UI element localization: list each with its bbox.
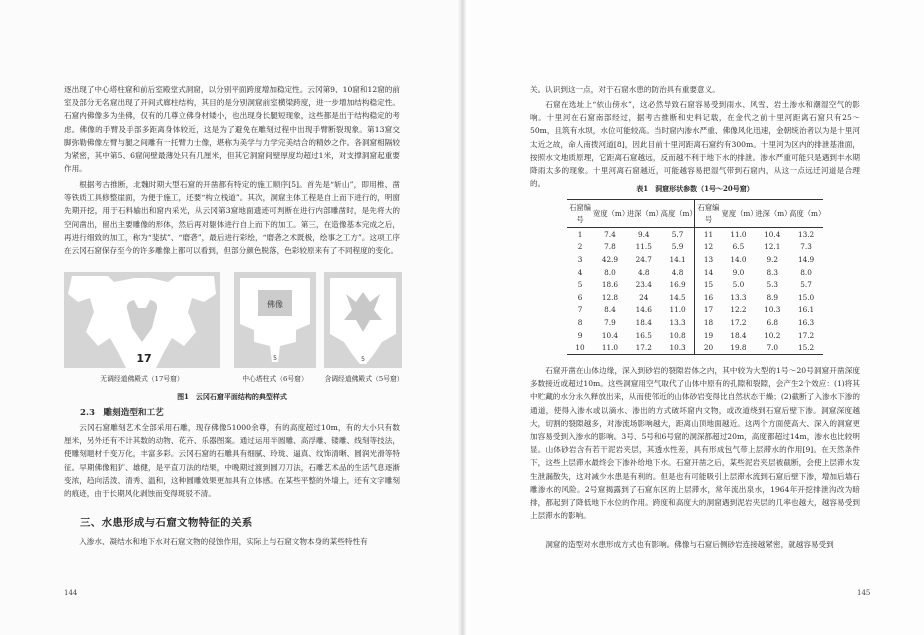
table-cell: 15.0 <box>797 292 815 302</box>
table-header-cell: 高度（m） <box>789 208 826 218</box>
table-cell: 12.2 <box>730 305 747 315</box>
figure-number-5a: 5 <box>273 355 277 362</box>
table-cell: 20 <box>695 341 722 354</box>
table-header-cell: 进深（m） <box>755 208 792 218</box>
table-row <box>567 266 823 279</box>
page-number-left: 144 <box>64 589 78 597</box>
table-cell: 16.5 <box>635 330 652 340</box>
table-cell: 24.7 <box>635 254 652 264</box>
table-row <box>567 316 823 329</box>
plan-cave-17-drawing <box>64 272 220 368</box>
table-cell: 42.9 <box>601 254 619 264</box>
body-paragraph: 石窟在选址上“依山傍水”，这必然导致石窟容易受到雨水、风雪、岩土渗水和潮湿空气的影响。十里河在石窟南部经过，据考古推断和史料记载，在金代之前十里河距离石窟只有25～50m，且筑有水坝，水位可能较高。当时窟内渗水严重、佛像风化迅速，金朝统治者以为是十里河太近之故，命人南拨河道[8]，因此目前十里河距离石窟约有300m。十里河为区内的排泄基准面，按照水文地质原理，它距离石窟越远，反而越不利于地下水的排泄。渗水严重可能只是遇到丰水期降雨太多的现象。十里河离石窟越近，可能越容易把湿气带到石窟内，从这一点远迁河道是合理的。 <box>530 100 860 189</box>
table-cell: 18.4 <box>730 330 747 340</box>
table-cell: 4.8 <box>671 267 684 277</box>
plan-cave-5-drawing <box>324 272 402 368</box>
table-row <box>567 228 823 241</box>
table-cell: 5 <box>577 280 583 290</box>
table-cell: 9.4 <box>637 229 650 239</box>
table-cell: 9 <box>577 330 583 340</box>
table-cell: 14.0 <box>730 254 747 264</box>
table-row <box>567 253 823 266</box>
table-cell: 11 <box>695 228 722 241</box>
table-cell: 8.4 <box>604 305 616 315</box>
table-cell: 13.3 <box>730 292 747 302</box>
table-cell: 7.4 <box>604 229 616 239</box>
plan-cave-6 <box>234 272 316 368</box>
table-caption: 表1 洞窟形状参数（1号～20号窟） <box>636 184 754 193</box>
table-cell: 12 <box>695 241 722 254</box>
table-body <box>567 228 823 355</box>
table-cell: 5.7 <box>800 280 812 290</box>
table-cell: 8.0 <box>604 267 616 277</box>
table-cell: 11.5 <box>635 242 652 252</box>
table-cell: 14.1 <box>669 254 686 264</box>
table-cell: 6.5 <box>732 242 745 252</box>
body-paragraph: 洞窟的造型对水患形成方式也有影响。佛像与石窟后侧砂岩连接越紧密，就越容易受到 <box>545 540 834 549</box>
table-cell: 9.2 <box>766 254 779 264</box>
cave-dimension-table <box>567 199 826 355</box>
table-row <box>567 329 823 342</box>
table-cell: 17.2 <box>635 343 652 353</box>
figure-caption-17: 无调经道佛殿式（17号窟） <box>100 375 184 383</box>
table-cell: 10.3 <box>669 343 686 353</box>
table-cell: 7.0 <box>766 343 779 353</box>
table-cell: 24 <box>639 292 649 302</box>
book-gutter <box>458 0 466 635</box>
table-cell: 5.3 <box>766 280 779 290</box>
table-cell: 10.4 <box>764 229 781 239</box>
table-cell: 14.9 <box>797 254 815 264</box>
plan-cave-6-drawing <box>234 272 316 368</box>
table-header-cell: 进深（m） <box>626 208 663 218</box>
table-cell: 16.1 <box>797 305 815 315</box>
table-cell: 13.3 <box>669 317 686 327</box>
table-cell: 14 <box>695 266 722 279</box>
plan-cave-5 <box>324 272 402 368</box>
section-heading-3: 三、水患形成与石窟文物特征的关系 <box>80 517 253 529</box>
table-cell: 16.3 <box>797 317 815 327</box>
table-cell: 3 <box>577 254 583 264</box>
body-paragraph: 云冈石窟雕刻艺术全部采用石雕，现存佛像51000余尊，有的高度超过10m，有的大小只有数厘米，另外还有不计其数的动物、花卉、乐器图案。通过运用半圆雕、高浮雕、镂雕、线刻等技法，使雕刻题材千变万化，丰富多彩。云冈石窟的石雕具有细腻、玲珑、逼真、纹饰清晰、圆润光滑等特征。早期佛像粗犷、雄健，是平直刀法的结果，中晚期过渡到圆刀刀法，石雕艺术品的生活气息逐渐变浓，趋向活泼、清秀、温和，这种圆雕效果更加具有立体感。在某些平整的外墙上，还有文字雕刻的痕迹，由于长期风化剥蚀而变得斑驳不清。 <box>64 423 400 499</box>
table-cell: 7.3 <box>800 242 812 252</box>
table-header-cell: 高度（m） <box>660 208 697 218</box>
table-cell: 9.0 <box>732 267 745 277</box>
table-cell: 10.2 <box>764 330 781 340</box>
table-cell: 10 <box>575 343 585 353</box>
table-cell: 5.7 <box>671 229 684 239</box>
figure-title: 图1 云冈石窟平面结构的典型样式 <box>177 392 287 401</box>
table-cell: 23.4 <box>635 280 652 290</box>
table-cell: 2 <box>577 242 583 252</box>
table-cell: 8.0 <box>800 267 812 277</box>
table-cell: 4.8 <box>637 267 650 277</box>
figure-number-17: 17 <box>136 352 152 365</box>
page-number-right: 145 <box>857 589 871 597</box>
table-cell: 11.0 <box>601 343 619 353</box>
table-cell: 11.0 <box>730 229 747 239</box>
table-cell: 1 <box>577 229 583 239</box>
table-cell: 16 <box>695 291 722 304</box>
section-heading-2-3: 2.3 雕刻造型和工艺 <box>80 408 164 418</box>
table-row <box>567 241 823 254</box>
plan-cave-17 <box>64 272 220 368</box>
table-row <box>567 291 823 304</box>
body-paragraph: 逐出现了中心塔柱窟和前后室殿堂式洞窟，以分别平面跨度增加稳定性。云冈第9、10窟和12窟的前室及部分无名窟出现了开间式廊柱结构，其目的是分别洞窟前室横梁跨度，进一步增加结构稳定性。石窟内佛像多为坐佛，仅有的几尊立佛身材矮小，也出现身长腿短现象，这些都是出于结构稳定的考虑。佛像的手臂及手部多距离身体较近，这是为了避免在雕刻过程中出现手臂断裂现象。第13窟交脚弥勒佛像左臂与腿之间雕有一托臂力士像，堪称为美学与力学完美结合的精妙之作。各洞窟相隔较为紧密，其中第5、6窟间壁最薄处只有几厘米，但其它洞窟间壁厚度均超过1米，对支撑洞窟起重要作用。 <box>64 85 400 174</box>
table-cell: 6.8 <box>766 317 779 327</box>
table-row <box>567 304 823 317</box>
table-cell: 15 <box>695 278 722 291</box>
table-header-cell: 石窟编号 <box>695 200 722 228</box>
table-cell: 11.0 <box>669 305 686 315</box>
body-paragraph: 关。认识到这一点，对于石窟水患的防治具有重要意义。 <box>530 85 720 94</box>
table-cell: 14.5 <box>669 292 686 302</box>
table-cell: 7.8 <box>604 242 616 252</box>
table-cell: 18.4 <box>635 317 652 327</box>
table-cell: 18 <box>695 316 722 329</box>
table-cell: 10.4 <box>601 330 619 340</box>
table-cell: 8.9 <box>766 292 779 302</box>
table-cell: 15.2 <box>797 343 815 353</box>
figure-caption-6: 中心塔柱式（6号窟） <box>242 375 308 383</box>
table-cell: 14.6 <box>635 305 652 315</box>
table-cell: 17.2 <box>797 330 815 340</box>
body-paragraph: 入渗水、凝结水和地下水对石窟文物的侵蚀作用，实际上与石窟文物本身的某些特性有 <box>79 537 368 546</box>
table-cell: 17 <box>695 304 722 317</box>
body-paragraph: 根据考古推断，北魏时期大型石窟的开凿都有特定的施工顺序[5]。首先是“斩山”，即用椎、凿等铁质工具修整崖面，为便于施工，还要“构立栈道”。其次，洞窟主体工程是自上而下进行的，明窗先期开挖，用于石料输出和窟内采光，从云冈第3窟地面遗迹可判断在进行内部雕凿时，是先将大的空间凿出，留出主要雕像的形体，然后再对躯体进行自上而下的加工。第三，在造像基本完成之后，再进行细致的加工，称为“斐拭”、“磨砻”，最后进行彩绘，“磨砻之术既极，绘事之工方”。这项工序在云冈石窟保存至今的许多雕像上都可以看到，但部分颜色脱落，色彩较原来有了不同程度的变化。 <box>64 180 400 256</box>
table-cell: 10.3 <box>764 305 781 315</box>
table-cell: 12.1 <box>764 242 781 252</box>
table-header-row <box>567 200 823 228</box>
pillar-label: 佛像 <box>267 300 283 309</box>
table-cell: 17.2 <box>730 317 747 327</box>
table-cell: 4 <box>577 267 583 277</box>
table-cell: 8.3 <box>766 267 779 277</box>
table-header-cell: 石窟编号 <box>569 203 591 224</box>
table-cell: 18.6 <box>601 280 619 290</box>
table-cell: 19.8 <box>730 343 747 353</box>
table-cell: 6 <box>577 292 583 302</box>
table-cell: 19 <box>695 329 722 342</box>
table-row <box>567 278 823 291</box>
figure-caption-5: 含调经道佛殿式（5号窟） <box>324 375 404 383</box>
table-cell: 5.0 <box>732 280 745 290</box>
table-header-cell: 宽度（m） <box>593 208 630 218</box>
figure-number-5b: 5 <box>361 356 365 363</box>
table-cell: 16.9 <box>669 280 686 290</box>
table-cell: 8 <box>577 317 583 327</box>
body-paragraph: 石窟开凿在山体边缘，深入到砂岩的裂隙岩体之内，其中较为大型的1号～20号洞窟开凿深度多数接近或超过10m。这些洞窟用空气取代了山体中原有的孔隙和裂隙，会产生2个效应：(1)将其中贮藏的水分永久释放出来，从而使邻近的山体砂岩变得比自然状态干燥；(2)截断了入渗水下渗的通道，使得入渗水或以滴水、渗出的方式破坏窟内文物，或改道绕到石窟后壁下渗。洞窟深度越大，切割的裂隙越多，对渗流场影响越大，距离山顶地面越近。这两个方面使高大、深入的洞窟更加容易受到入渗水的影响。3号、5号和6号窟的洞深都超过20m，高度都超过14m，渗水也比较明显。山体砂岩含有若干泥岩夹层，其透水性差，具有形成包气带上层滞水的作用[9]。在天然条件下，这些上层滞水最终会下渗补给地下水。石窟开凿之后，某些泥岩夹层被截断，会使上层滞水发生泄漏散失，这对减少水患是有利的。但是也有可能吸引上层滞水流到石窟后壁下渗，增加后墙石雕渗水的风险。2号窟揭露到了石窟东区的上层滞水，常年流出泉水，1964年开挖排泄沟改为暗排，都起到了降低地下水位的作用。跨度和高度大的洞窟遇到泥岩夹层的几率也越大，越容易受到上层滞水的影响。 <box>530 366 860 521</box>
table-cell: 7.9 <box>604 317 616 327</box>
table-cell: 13.2 <box>797 229 815 239</box>
table-cell: 12.8 <box>601 292 619 302</box>
table-header-cell: 宽度（m） <box>721 208 758 218</box>
table-cell: 13 <box>695 253 722 266</box>
table-cell: 10.8 <box>669 330 686 340</box>
table-row <box>567 341 823 354</box>
table-cell: 7 <box>577 305 583 315</box>
table-cell: 5.9 <box>671 242 684 252</box>
